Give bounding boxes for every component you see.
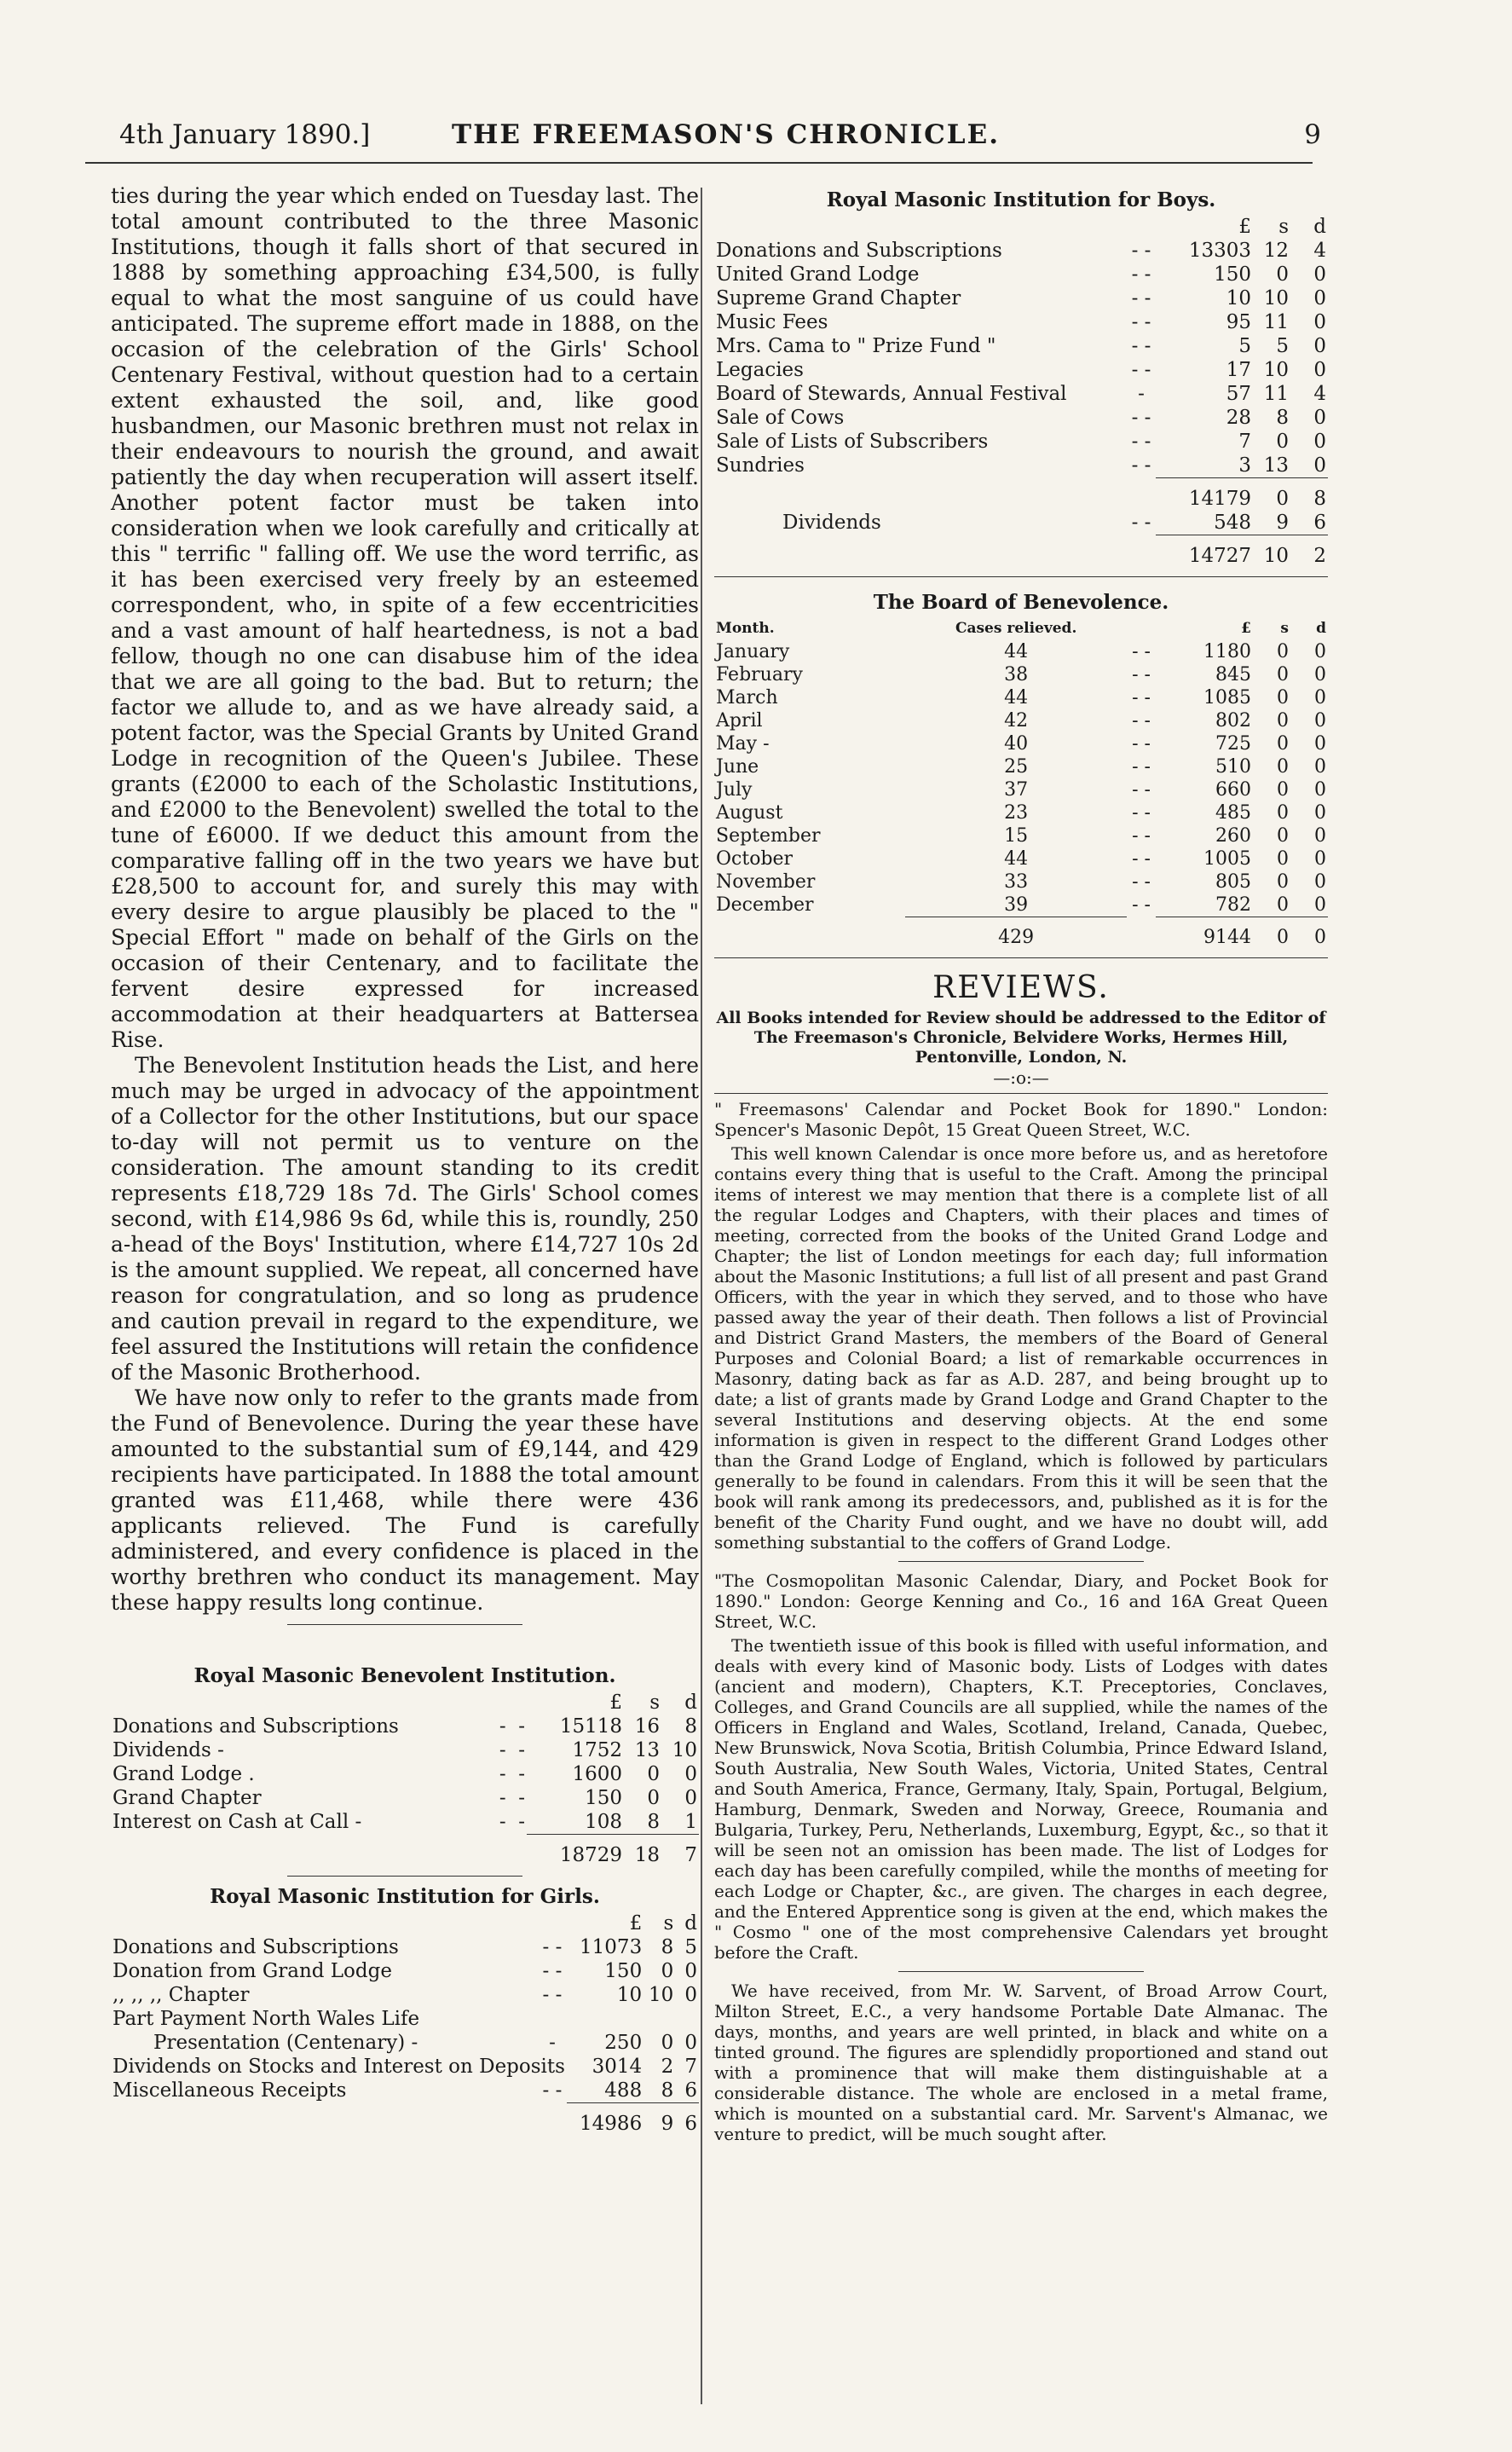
cell-pence: 0 [1314,779,1326,801]
cell-month: July [716,779,753,801]
row-label: Part Payment North Wales Life [113,2008,420,2030]
total-pence: 6 [675,2103,699,2137]
table-row: United Grand Lodge - - 150 0 0 [716,263,1326,286]
review-body: We have received, from Mr. W. Sarvent, of Broad Arrow Court, Milton Street, E.C., a very handsome Portable Date Almanac. The days, months, and years are well printed, in black and white on a tinted ground. The figures are splendidly proportioned and stand out with a prominence that will make them distinguishable at a considerable distance. The whole are enclosed in a metal frame, which is mounted on a substantial card. Mr. Sarvent's Almanac, we venture to predict, will be much sought after. [714,1981,1328,2144]
cell-shillings: 0 [1277,894,1289,916]
cell-pence: 0 [684,1787,697,1809]
cell-pence: 0 [1313,287,1326,309]
col-shillings: s [663,1912,674,1934]
cell-cases: 42 [1004,710,1029,732]
cell-cases: 39 [1004,894,1029,916]
cell-pence: 0 [1314,756,1326,778]
cell-pounds: 108 [585,1811,622,1833]
cell-shillings: 10 [1263,287,1289,309]
total-shillings: 18 [624,1835,661,1868]
total-shillings: 0 [1253,917,1290,950]
cell-month: December [716,894,814,917]
divider [287,1876,522,1877]
row-label: Donations and Subscriptions [113,1715,399,1738]
cell-shillings: 10 [1263,359,1289,381]
cell-pounds: 488 [604,2079,643,2102]
row-label: Donation from Grand Lodge [113,1960,392,1982]
cell-shillings: 0 [1277,687,1289,708]
table-row: Donation from Grand Lodge - - 150 0 0 [113,1960,697,1982]
review-body: The twentieth issue of this book is filled with useful information, and deals with every kind of Masonic body. Lists of Lodges with dates (ancient and modern), Chapters, K.T. Preceptories, Conclaves, Colleges, and Grand Councils are all supplied, while the names of the Officers in England and Wales, Scotland, Ireland, Canada, Quebec, New Brunswick, Nova Scotia, British Columbia, Prince Edward Island, South Australia, New South Wales, Victoria, United States, Central and South America, France, Germany, Italy, Spain, Portugal, Belgium, Hamburg, Denmark, Sweden and Norway, Greece, Roumania and Bulgaria, Turkey, Peru, Netherlands, Luxemburg, Egypt, &c., so that it will be seen not an omission has been made. The list of Lodges for each day has been carefully compiled, while the months of meeting for each Lodge or Chapter, &c., are given. The charges in each degree, and the Entered Apprentice song is given at the end, which makes the " Cosmo " one of the most comprehensive Calendars yet brought before the Craft. [714,1635,1328,1963]
cell-pounds: 260 [1215,825,1251,847]
table-row: December 39 - - 782 0 0 [716,894,1326,917]
cell-pence: 0 [684,1984,697,2006]
cell-month: April [716,710,763,732]
review-body: This well known Calendar is once more before us, and as heretofore contains every thing that is useful to the Craft. Among the principal items of interest we may mention that there is a complete list of all the regular Lodges and Chapters, with their places and times of meeting, corrected from the books of the United Grand Lodge and Chapter; the list of London meetings for each day; full information about the Masonic Institutions; a full list of all present and past Grand Officers, with the year in which they served, and to those who have passed away the year of their death. Then follows a list of Provincial and District Grand Masters, the members of the Board of General Purposes and Colonial Board; a list of remarkable occurrences in Masonry, dating back as far as A.D. 287, and being brought up to date; a list of grants made by Grand Lodge and Grand Chapter to the several Institutions and deserving objects. At the end some information is given in respect to the different Grand Lodges other than the Grand Lodge of England, which is followed by particulars generally to be found in calendars. From this it will be seen that the book will rank among its predecessors, and, published as it is for the benefit of the Charity Fund ought, and we have no doubt will, add something substantial to the coffers of Grand Lodge. [714,1143,1328,1553]
col-pounds: £ [1241,620,1251,637]
rmbi-title: Royal Masonic Benevolent Institution. [193,1664,616,1687]
cell-pounds: 485 [1215,802,1251,824]
cell-shillings: 13 [1263,454,1289,477]
table-header-row [714,617,1328,640]
table-row: November 33 - - 805 0 0 [716,871,1326,893]
cell-pounds: 1180 [1203,641,1251,662]
cell-shillings: 11 [1263,311,1289,333]
table-row: Sale of Cows - - 28 8 0 [716,407,1326,429]
cell-month: November [716,871,816,893]
subtotal-pounds: 14179 [1156,478,1253,512]
table-row: Miscellaneous Receipts - - 488 8 6 [113,2079,697,2102]
cell-pounds: 1005 [1203,848,1251,870]
table-header-row [111,1691,699,1715]
cell-month: October [716,848,794,870]
cell-pence: 0 [1314,641,1326,662]
cell-pence: 8 [684,1715,697,1738]
cell-pounds: 150 [1214,263,1251,286]
cell-pence: 7 [684,2056,697,2078]
cell-shillings: 0 [1277,871,1289,893]
col-pounds: £ [1238,216,1251,238]
table-row [111,2007,699,2031]
bob-table [714,617,1328,949]
cell-shillings: 0 [1276,431,1289,453]
cell-pounds: 17 [1226,359,1251,381]
row-label: Presentation (Centenary) - [153,2032,418,2054]
table-row: February 38 - - 845 0 0 [716,664,1326,685]
col-shillings: s [649,1692,660,1714]
table-header-row [714,215,1328,239]
cell-shillings: 16 [634,1715,660,1738]
cell-shillings: 13 [634,1739,660,1761]
cell-pence: 0 [1314,710,1326,732]
cell-cases: 44 [1004,641,1029,662]
cell-shillings: 2 [661,2056,674,2078]
cell-pounds: 15118 [559,1715,622,1738]
cell-pounds: 57 [1226,383,1251,405]
reviews-heading: REVIEWS. [932,970,1110,1005]
cell-pounds: 7 [1238,431,1251,453]
cell-pence: 4 [1313,240,1326,262]
cell-shillings: 0 [1277,848,1289,870]
cell-pence: 10 [672,1739,697,1761]
rmib-title: Royal Masonic Institution for Boys. [826,188,1216,211]
cell-pounds: 802 [1215,710,1251,732]
cell-pence: 4 [1313,383,1326,405]
cell-cases: 33 [1004,871,1029,893]
rmbi-table [111,1691,699,1867]
row-label: Mrs. Cama to " Prize Fund " [716,335,996,357]
table-row: Music Fees - - 95 11 0 [716,311,1326,333]
cell-pence: 0 [1313,311,1326,333]
table-row: Grand Lodge . - - 1600 0 0 [113,1763,697,1785]
cell-cases: 40 [1004,733,1029,755]
total-cases: 429 [905,917,1127,950]
col-pounds: £ [629,1912,643,1934]
cell-pence: 0 [1314,825,1326,847]
table-row: Dividends - - 548 9 6 [714,511,1328,535]
table-row: Interest on Cash at Call - - - 108 8 1 [113,1811,697,1834]
cell-shillings: 0 [647,1787,660,1809]
divider [898,1561,1144,1562]
cell-month: February [716,664,803,685]
cell-pounds: 660 [1215,779,1251,801]
cell-pounds: 548 [1214,512,1251,534]
cell-month: August [716,802,783,824]
cell-pounds: 13303 [1188,240,1251,262]
cell-pence: 0 [1314,733,1326,755]
table-row: Supreme Grand Chapter - - 10 10 0 [716,287,1326,309]
cell-pounds: 95 [1226,311,1251,333]
table-row: March 44 - - 1085 0 0 [716,687,1326,708]
col-pence: d [684,1912,697,1934]
table-row: Donations and Subscriptions - - 15118 16 8 [113,1715,697,1738]
table-row: April 42 - - 802 0 0 [716,710,1326,732]
cell-pence: 6 [1313,512,1326,534]
cell-month: September [716,825,821,847]
cell-shillings: 0 [1277,825,1289,847]
cell-month: March [716,687,778,708]
cell-pounds: 10 [616,1984,643,2006]
cell-pence: 0 [1314,687,1326,708]
article-paragraph: We have now only to refer to the grants made from the Fund of Benevolence. During the year these have amounted to the substantial sum of £9,144, and 429 recipients have participated. In 1888 the total amount granted was £11,468, while there were 436 applicants relieved. The Fund is carefully administered, and every confidence is placed in the worthy brethren who conduct its management. May these happy results long continue. [111,1385,699,1615]
table-row: September 15 - - 260 0 0 [716,825,1326,847]
page-number: 9 [1304,119,1321,150]
right-column [714,183,1328,2148]
cell-shillings: 0 [1277,779,1289,801]
cell-pounds: 845 [1215,664,1251,685]
table-row: Mrs. Cama to " Prize Fund " - - 5 5 0 [716,335,1326,357]
total-pounds: 9144 [1156,917,1253,950]
col-pounds: £ [609,1692,622,1714]
cell-shillings: 0 [1277,756,1289,778]
total-pence: 0 [1290,917,1328,950]
total-pounds: 14727 [1156,535,1253,569]
divider [287,1624,522,1625]
col-pence: d [1313,216,1326,238]
cell-pence: 0 [1314,871,1326,893]
col-shillings: s [1280,620,1289,637]
left-column [111,183,699,2136]
cell-pounds: 250 [604,2032,643,2054]
cell-cases: 38 [1004,664,1029,685]
cell-cases: 37 [1004,779,1029,801]
row-label: Legacies [716,359,804,381]
cell-pence: 5 [684,1936,697,1958]
cell-pounds: 28 [1226,407,1251,429]
table-row: Dividends - - - 1752 13 10 [113,1739,697,1761]
cell-shillings: 8 [647,1811,660,1833]
total-row [714,917,1328,950]
cell-shillings: 0 [661,2032,674,2054]
row-label: Sale of Cows [716,407,845,429]
cell-pence: 0 [1314,848,1326,870]
row-label: ,, ,, ,, Chapter [113,1984,250,2006]
table-row: Sale of Lists of Subscribers - - 7 0 0 [716,431,1326,453]
cell-pounds: 805 [1215,871,1251,893]
subtotal-shillings: 0 [1253,478,1290,512]
cell-shillings: 0 [1277,664,1289,685]
cell-pounds: 1085 [1203,687,1251,708]
cell-shillings: 0 [1277,641,1289,662]
row-label: Sale of Lists of Subscribers [716,431,989,453]
publication-title: THE FREEMASON'S CHRONICLE. [452,119,1001,150]
article-paragraph: The Benevolent Institution heads the List, and here much may be urged in advocacy of the appointment of a Collector for the other Institutions, but our space to-day will not permit us to venture on the consideration. The amount standing to its credit represents £18,729 18s 7d. The Girls' School comes second, with £14,986 9s 6d, while this is, roundly, 250 a-head of the Boys' Institution, where £14,727 10s 2d is the amount supplied. We repeat, all concerned have reason for congratulation, and so long as prudence and caution prevail in regard to the expenditure, we feel assured the Institutions will retain the confidence of the Masonic Brotherhood. [111,1053,699,1385]
divider [714,576,1328,577]
cell-pounds: 1752 [572,1739,622,1761]
row-label: Grand Chapter [113,1787,262,1809]
total-row [111,1835,699,1868]
divider [898,1971,1144,1972]
cell-shillings: 10 [649,1984,674,2006]
cell-pounds: 150 [604,1960,643,1982]
cell-pence: 0 [684,2032,697,2054]
cell-shillings: 0 [661,1960,674,1982]
review-title: "The Cosmopolitan Masonic Calendar, Diary, and Pocket Book for 1890." London: George Kenning and Co., 16 and 16A Great Queen Street, W.C. [714,1570,1328,1632]
cell-shillings: 8 [661,2079,674,2102]
row-label: United Grand Lodge [716,263,920,286]
cell-pence: 0 [684,1960,697,1982]
table-row: Grand Chapter - - 150 0 0 [113,1787,697,1809]
cell-pence: 6 [684,2079,697,2102]
divider [714,957,1328,958]
cell-pounds: 11073 [580,1936,643,1958]
total-row [111,2103,699,2137]
cell-pence: 0 [1313,407,1326,429]
table-row: October 44 - - 1005 0 0 [716,848,1326,870]
total-pence: 7 [661,1835,699,1868]
cell-shillings: 0 [1277,733,1289,755]
table-row: Sundries - - 3 13 0 [716,454,1326,477]
cell-pounds: 5 [1238,335,1251,357]
cell-pence: 0 [1313,431,1326,453]
table-row: Presentation (Centenary) - - 250 0 0 [111,2031,699,2055]
total-pence: 2 [1290,535,1328,569]
cell-shillings: 12 [1263,240,1289,262]
cell-pence: 0 [1313,454,1326,477]
col-pence: d [1316,620,1326,637]
cell-month: June [716,756,759,778]
table-row: July 37 - - 660 0 0 [716,779,1326,801]
cell-pounds: 725 [1215,733,1251,755]
subtotal-row [714,478,1328,512]
cell-shillings: 8 [661,1936,674,1958]
total-pounds: 18729 [527,1835,624,1868]
cell-pounds: 1600 [572,1763,622,1785]
cell-month: January [716,641,790,662]
cell-pence: 0 [1313,263,1326,286]
cell-shillings: 8 [1276,407,1289,429]
col-cases: Cases relieved. [955,620,1077,637]
issue-date: 4th January 1890.] [119,119,371,150]
cell-shillings: 9 [1276,512,1289,534]
row-label: Music Fees [716,311,828,333]
cell-shillings: 11 [1263,383,1289,405]
cell-pounds: 3014 [592,2056,643,2078]
cell-pence: 0 [1314,894,1326,916]
total-pounds: 14986 [567,2103,643,2137]
col-shillings: s [1278,216,1289,238]
bob-title: The Board of Benevolence. [873,591,1169,614]
row-label: Dividends - [113,1739,224,1761]
row-label: Miscellaneous Receipts [113,2079,347,2102]
cell-cases: 44 [1004,687,1029,708]
row-label: Dividends [782,512,881,535]
cell-pounds: 150 [585,1787,622,1809]
cell-month: May - [716,733,770,755]
cell-cases: 44 [1004,848,1029,870]
article-paragraph: ties during the year which ended on Tuesday last. The total amount contributed to the three Masonic Institutions, though it falls short of that secured in 1888 by something approaching £34,500, is fully equal to what the most sanguine of us could have anticipated. The supreme effort made in 1888, on the occasion of the celebration of the Girls' School Centenary Festival, without question had to a certain extent exhausted the soil, and, like good husbandmen, our Masonic brethren must not relax in their endeavours to nourish the ground, and await patiently the day when recuperation will assert itself. Another potent factor must be taken into consideration when we look carefully and critically at this " terrific " falling off. We use the word terrific, as it has been exercised very freely by an esteemed correspondent, who, in spite of a few eccentricities and a vast amount of half heartedness, is not a bad fellow, though no one can disabuse him of the idea that we are all going to the bad. But to return; the factor we allude to, and as we have already said, a potent factor, was the Special Grants by United Grand Lodge in recognition of the Queen's Jubilee. These grants (£2000 to each of the Scholastic Institutions, and £2000 to the Benevolent) swelled the total to the tune of £6000. If we deduct this amount from the comparative falling off in the two years we have but £28,500 to account for, and surely this may with every desire to argue plausibly be placed to the " Special Effort " made on behalf of the Girls on the occasion of their Centenary, and to facilitate the fervent desire expressed for increased accommodation at their headquarters at Battersea Rise. [111,183,699,1052]
divider [714,1093,1328,1094]
cell-pounds: 510 [1215,756,1251,778]
table-row: June 25 - - 510 0 0 [716,756,1326,778]
table-row: ,, ,, ,, Chapter - - 10 10 0 [113,1984,697,2006]
cell-shillings: 0 [1277,710,1289,732]
cell-shillings: 0 [1276,263,1289,286]
page-header [119,119,1338,162]
row-label: Dividends on Stocks and Interest on Deposits [113,2056,565,2078]
total-shillings: 9 [643,2103,675,2137]
review-notice: All Books intended for Review should be addressed to the Editor of The Freemason's Chronicle, Belvidere Works, Hermes Hill, Pentonville, London, N. [716,1009,1326,1067]
row-label: Donations and Subscriptions [716,240,1002,262]
cell-pounds: 10 [1226,287,1251,309]
cell-pence: 1 [684,1811,697,1833]
cell-pence: 0 [1314,802,1326,824]
row-label: Sundries [716,454,805,477]
table-row: Legacies - - 17 10 0 [716,359,1326,381]
table-row: August 23 - - 485 0 0 [716,802,1326,824]
cell-pence: 0 [684,1763,697,1785]
total-shillings: 10 [1253,535,1290,569]
cell-pence: 0 [1313,335,1326,357]
table-header-row [111,1911,699,1935]
cell-shillings: 5 [1276,335,1289,357]
total-row [714,535,1328,569]
table-row: January 44 - - 1180 0 0 [716,641,1326,662]
table-row: May - 40 - - 725 0 0 [716,733,1326,755]
row-label: Interest on Cash at Call - [113,1811,362,1834]
row-label: Supreme Grand Chapter [716,287,961,309]
column-divider [701,188,702,2404]
row-label: Donations and Subscriptions [113,1936,399,1958]
row-label: Grand Lodge . [113,1763,255,1785]
table-row: Donations and Subscriptions - - 13303 12 4 [716,240,1326,262]
header-rule [85,162,1313,164]
rmig-title: Royal Masonic Institution for Girls. [210,1885,600,1908]
col-month: Month. [716,620,775,637]
col-pence: d [684,1692,697,1714]
cell-cases: 25 [1004,756,1029,778]
rmib-table [714,215,1328,568]
cell-shillings: 0 [1277,802,1289,824]
table-row: Donations and Subscriptions - - 11073 8 5 [113,1936,697,1958]
rmig-table [111,1911,699,2136]
cell-shillings: 0 [647,1763,660,1785]
row-label: Board of Stewards, Annual Festival [716,383,1067,405]
cell-pounds: 782 [1215,894,1251,916]
cell-pence: 0 [1313,359,1326,381]
cell-cases: 23 [1004,802,1029,824]
separator: —:o:— [993,1067,1049,1088]
cell-pounds: 3 [1238,454,1251,477]
subtotal-pence: 8 [1290,478,1328,512]
cell-cases: 15 [1004,825,1029,847]
cell-pence: 0 [1314,664,1326,685]
table-row: Board of Stewards, Annual Festival - 57 11 4 [716,383,1326,405]
review-title: " Freemasons' Calendar and Pocket Book for 1890." London: Spencer's Masonic Depôt, 15 Great Queen Street, W.C. [714,1099,1328,1140]
table-row [111,2055,699,2079]
